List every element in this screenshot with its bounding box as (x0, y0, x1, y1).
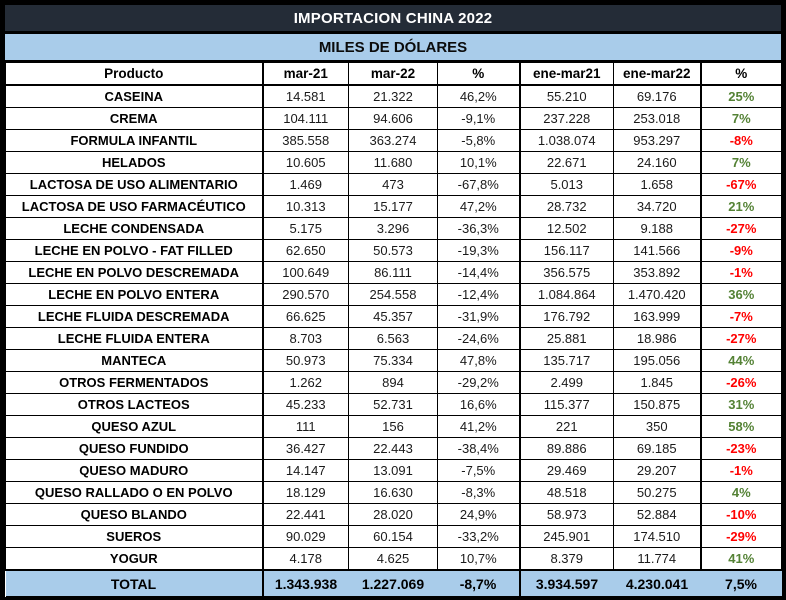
product-cell: OTROS FERMENTADOS (6, 372, 263, 394)
value-cell: 14.147 (263, 460, 349, 482)
value-cell: 237.228 (520, 108, 614, 130)
col-header-producto: Producto (6, 63, 263, 86)
total-mar22-cell: 1.227.069 (349, 570, 438, 597)
ytd-pct-cell: 44% (701, 350, 782, 372)
ytd-pct-cell: -1% (701, 262, 782, 284)
value-cell: 221 (520, 416, 614, 438)
table-row (6, 240, 782, 262)
col-header-ene-mar22: ene-mar22 (614, 63, 701, 86)
value-cell: -67,8% (438, 174, 520, 196)
value-cell: 28.020 (349, 504, 438, 526)
value-cell: 353.892 (614, 262, 701, 284)
header-row (6, 63, 782, 86)
value-cell: 254.558 (349, 284, 438, 306)
table-row (6, 152, 782, 174)
ytd-pct-cell: 58% (701, 416, 782, 438)
table-row (6, 306, 782, 328)
value-cell: 195.056 (614, 350, 701, 372)
col-header-mar21: mar-21 (263, 63, 349, 86)
table-row (6, 196, 782, 218)
value-cell: 25.881 (520, 328, 614, 350)
value-cell: 48.518 (520, 482, 614, 504)
report-title: IMPORTACION CHINA 2022 (5, 5, 781, 31)
value-cell: -33,2% (438, 526, 520, 548)
value-cell: 5.175 (263, 218, 349, 240)
value-cell: 150.875 (614, 394, 701, 416)
product-cell: QUESO MADURO (6, 460, 263, 482)
value-cell: 22.671 (520, 152, 614, 174)
value-cell: -8,3% (438, 482, 520, 504)
value-cell: 111 (263, 416, 349, 438)
value-cell: 10,7% (438, 548, 520, 571)
value-cell: -31,9% (438, 306, 520, 328)
total-ene-mar21-cell: 3.934.597 (520, 570, 614, 597)
value-cell: 8.703 (263, 328, 349, 350)
ytd-pct-cell: -27% (701, 328, 782, 350)
table-row (6, 416, 782, 438)
value-cell: 46,2% (438, 85, 520, 108)
value-cell: 8.379 (520, 548, 614, 571)
product-cell: LACTOSA DE USO ALIMENTARIO (6, 174, 263, 196)
value-cell: 2.499 (520, 372, 614, 394)
total-label-cell: TOTAL (6, 570, 263, 597)
value-cell: -5,8% (438, 130, 520, 152)
total-pct-month-cell: -8,7% (438, 570, 520, 597)
value-cell: 52.884 (614, 504, 701, 526)
value-cell: -24,6% (438, 328, 520, 350)
ytd-pct-cell: 25% (701, 85, 782, 108)
value-cell: 11.680 (349, 152, 438, 174)
value-cell: 14.581 (263, 85, 349, 108)
ytd-pct-cell: -9% (701, 240, 782, 262)
product-cell: LECHE FLUIDA ENTERA (6, 328, 263, 350)
product-cell: LECHE EN POLVO - FAT FILLED (6, 240, 263, 262)
value-cell: 5.013 (520, 174, 614, 196)
value-cell: 1.262 (263, 372, 349, 394)
value-cell: 15.177 (349, 196, 438, 218)
value-cell: -12,4% (438, 284, 520, 306)
ytd-pct-cell: -23% (701, 438, 782, 460)
ytd-pct-cell: 7% (701, 108, 782, 130)
product-cell: QUESO FUNDIDO (6, 438, 263, 460)
table-row (6, 108, 782, 130)
value-cell: 1.470.420 (614, 284, 701, 306)
table-body (6, 85, 782, 570)
value-cell: 156 (349, 416, 438, 438)
value-cell: 104.111 (263, 108, 349, 130)
value-cell: 176.792 (520, 306, 614, 328)
ytd-pct-cell: -26% (701, 372, 782, 394)
value-cell: 1.469 (263, 174, 349, 196)
value-cell: 12.502 (520, 218, 614, 240)
value-cell: 11.774 (614, 548, 701, 571)
value-cell: 45.233 (263, 394, 349, 416)
product-cell: LECHE FLUIDA DESCREMADA (6, 306, 263, 328)
value-cell: 47,8% (438, 350, 520, 372)
total-ene-mar22-cell: 4.230.041 (614, 570, 701, 597)
value-cell: -7,5% (438, 460, 520, 482)
table-row (6, 218, 782, 240)
ytd-pct-cell: -29% (701, 526, 782, 548)
value-cell: 41,2% (438, 416, 520, 438)
ytd-pct-cell: -67% (701, 174, 782, 196)
value-cell: -9,1% (438, 108, 520, 130)
value-cell: 356.575 (520, 262, 614, 284)
table-row (6, 85, 782, 108)
ytd-pct-cell: -8% (701, 130, 782, 152)
total-pct-ytd-cell: 7,5% (701, 570, 782, 597)
ytd-pct-cell: -7% (701, 306, 782, 328)
value-cell: 24.160 (614, 152, 701, 174)
col-header-pct-ytd: % (701, 63, 782, 86)
product-cell: CREMA (6, 108, 263, 130)
value-cell: 163.999 (614, 306, 701, 328)
table-row (6, 328, 782, 350)
value-cell: 62.650 (263, 240, 349, 262)
value-cell: 50.973 (263, 350, 349, 372)
product-cell: OTROS LACTEOS (6, 394, 263, 416)
value-cell: 385.558 (263, 130, 349, 152)
product-cell: LECHE EN POLVO ENTERA (6, 284, 263, 306)
import-table (5, 62, 782, 597)
value-cell: 22.443 (349, 438, 438, 460)
value-cell: 115.377 (520, 394, 614, 416)
value-cell: 10.313 (263, 196, 349, 218)
product-cell: CASEINA (6, 85, 263, 108)
value-cell: 16.630 (349, 482, 438, 504)
value-cell: 36.427 (263, 438, 349, 460)
value-cell: 50.275 (614, 482, 701, 504)
ytd-pct-cell: 36% (701, 284, 782, 306)
value-cell: 10.605 (263, 152, 349, 174)
table-row (6, 438, 782, 460)
table-row (6, 262, 782, 284)
table-row (6, 284, 782, 306)
value-cell: 29.207 (614, 460, 701, 482)
col-header-pct-month: % (438, 63, 520, 86)
ytd-pct-cell: -27% (701, 218, 782, 240)
value-cell: 4.178 (263, 548, 349, 571)
product-cell: SUEROS (6, 526, 263, 548)
total-mar21-cell: 1.343.938 (263, 570, 349, 597)
table-row (6, 174, 782, 196)
value-cell: 24,9% (438, 504, 520, 526)
ytd-pct-cell: 41% (701, 548, 782, 571)
value-cell: 69.185 (614, 438, 701, 460)
value-cell: 245.901 (520, 526, 614, 548)
value-cell: 69.176 (614, 85, 701, 108)
value-cell: 1.084.864 (520, 284, 614, 306)
table-row (6, 460, 782, 482)
value-cell: 28.732 (520, 196, 614, 218)
ytd-pct-cell: -1% (701, 460, 782, 482)
value-cell: 66.625 (263, 306, 349, 328)
table-row (6, 526, 782, 548)
value-cell: 75.334 (349, 350, 438, 372)
value-cell: 94.606 (349, 108, 438, 130)
value-cell: 29.469 (520, 460, 614, 482)
value-cell: 10,1% (438, 152, 520, 174)
value-cell: 135.717 (520, 350, 614, 372)
col-header-mar22: mar-22 (349, 63, 438, 86)
value-cell: 16,6% (438, 394, 520, 416)
value-cell: -19,3% (438, 240, 520, 262)
col-header-ene-mar21: ene-mar21 (520, 63, 614, 86)
table-row (6, 394, 782, 416)
value-cell: 58.973 (520, 504, 614, 526)
value-cell: 1.038.074 (520, 130, 614, 152)
total-row (6, 570, 782, 597)
ytd-pct-cell: 31% (701, 394, 782, 416)
value-cell: 4.625 (349, 548, 438, 571)
value-cell: 290.570 (263, 284, 349, 306)
value-cell: 350 (614, 416, 701, 438)
value-cell: 6.563 (349, 328, 438, 350)
product-cell: MANTECA (6, 350, 263, 372)
value-cell: 141.566 (614, 240, 701, 262)
value-cell: 18.986 (614, 328, 701, 350)
value-cell: 89.886 (520, 438, 614, 460)
value-cell: 1.658 (614, 174, 701, 196)
value-cell: 156.117 (520, 240, 614, 262)
value-cell: 253.018 (614, 108, 701, 130)
value-cell: 13.091 (349, 460, 438, 482)
table-row (6, 350, 782, 372)
value-cell: 18.129 (263, 482, 349, 504)
value-cell: -29,2% (438, 372, 520, 394)
product-cell: LACTOSA DE USO FARMACÉUTICO (6, 196, 263, 218)
value-cell: 55.210 (520, 85, 614, 108)
table-row (6, 130, 782, 152)
product-cell: HELADOS (6, 152, 263, 174)
value-cell: 174.510 (614, 526, 701, 548)
value-cell: -14,4% (438, 262, 520, 284)
product-cell: LECHE CONDENSADA (6, 218, 263, 240)
product-cell: FORMULA INFANTIL (6, 130, 263, 152)
value-cell: 953.297 (614, 130, 701, 152)
report-subtitle: MILES DE DÓLARES (5, 34, 781, 60)
value-cell: 21.322 (349, 85, 438, 108)
value-cell: 894 (349, 372, 438, 394)
value-cell: 473 (349, 174, 438, 196)
value-cell: 52.731 (349, 394, 438, 416)
product-cell: QUESO BLANDO (6, 504, 263, 526)
value-cell: 9.188 (614, 218, 701, 240)
ytd-pct-cell: 4% (701, 482, 782, 504)
product-cell: QUESO AZUL (6, 416, 263, 438)
value-cell: 45.357 (349, 306, 438, 328)
value-cell: 34.720 (614, 196, 701, 218)
value-cell: 1.845 (614, 372, 701, 394)
value-cell: 363.274 (349, 130, 438, 152)
table-row (6, 372, 782, 394)
value-cell: 90.029 (263, 526, 349, 548)
value-cell: 86.111 (349, 262, 438, 284)
value-cell: 60.154 (349, 526, 438, 548)
value-cell: -36,3% (438, 218, 520, 240)
table-row (6, 482, 782, 504)
value-cell: -38,4% (438, 438, 520, 460)
ytd-pct-cell: -10% (701, 504, 782, 526)
ytd-pct-cell: 7% (701, 152, 782, 174)
table-row (6, 548, 782, 571)
value-cell: 100.649 (263, 262, 349, 284)
ytd-pct-cell: 21% (701, 196, 782, 218)
value-cell: 47,2% (438, 196, 520, 218)
value-cell: 22.441 (263, 504, 349, 526)
product-cell: QUESO RALLADO O EN POLVO (6, 482, 263, 504)
product-cell: YOGUR (6, 548, 263, 571)
table-row (6, 504, 782, 526)
value-cell: 3.296 (349, 218, 438, 240)
product-cell: LECHE EN POLVO DESCREMADA (6, 262, 263, 284)
value-cell: 50.573 (349, 240, 438, 262)
